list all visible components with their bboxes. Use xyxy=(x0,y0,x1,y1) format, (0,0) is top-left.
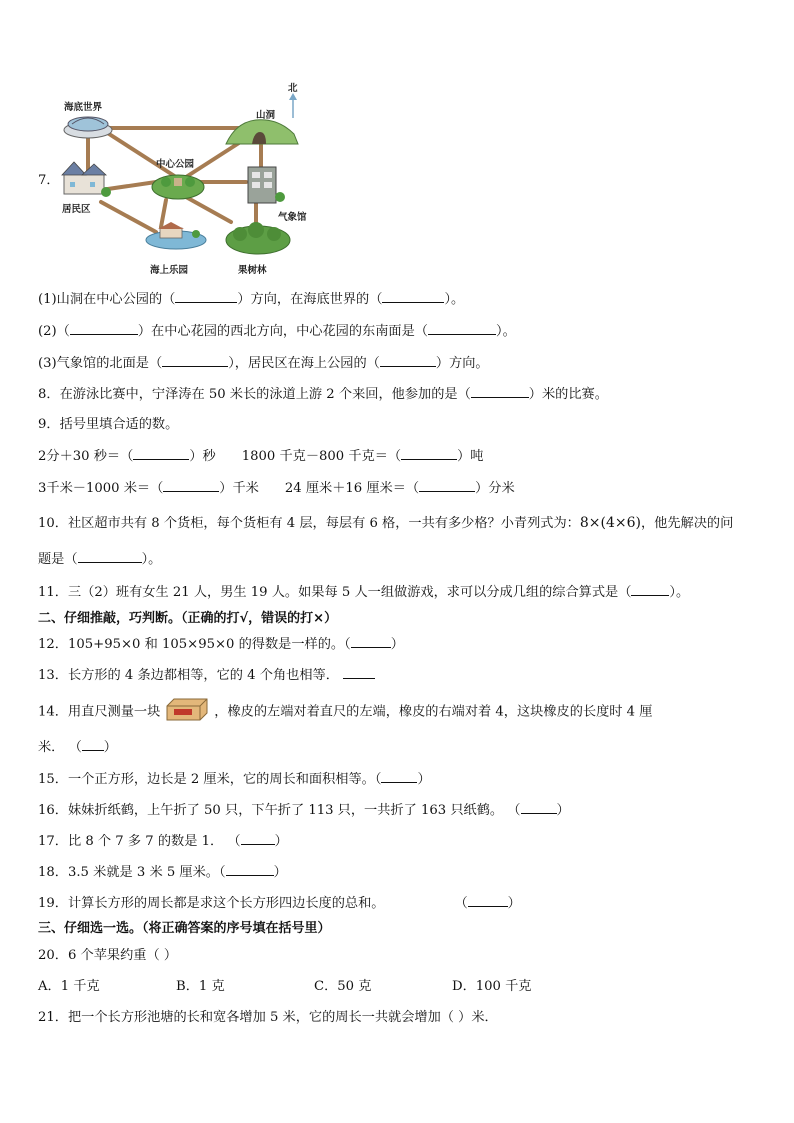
q20-options xyxy=(38,978,590,996)
eraser-icon xyxy=(164,696,210,722)
answer-blank[interactable] xyxy=(241,832,275,845)
section-2-heading: 二、仔细推敲，巧判断。（正确的打√，错误的打×） xyxy=(38,611,338,626)
q7-line-1: (1)山洞在中心公园的（ ）方向，在海底世界的（ ）。 xyxy=(38,292,465,307)
ocean-world-label: 海底世界 xyxy=(64,102,103,113)
answer-blank[interactable] xyxy=(351,635,391,648)
q14-line-1: 14．用直尺测量一块 ，橡皮的左端对着直尺的左端，橡皮的右端对着 4，这块橡皮的长度时 4 厘 xyxy=(38,702,652,722)
answer-blank[interactable] xyxy=(162,354,228,367)
q13: 13．长方形的 4 条边都相等，它的 4 个角也相等． xyxy=(38,666,375,685)
answer-blank[interactable] xyxy=(401,447,457,460)
ocean-world-icon xyxy=(64,117,112,138)
answer-blank[interactable] xyxy=(133,447,189,460)
orchard-label: 果树林 xyxy=(238,265,267,276)
cave-icon xyxy=(226,120,298,144)
q10-formula: 8×(4×6) xyxy=(579,515,641,531)
answer-blank[interactable] xyxy=(175,290,237,303)
orchard-icon xyxy=(226,222,290,254)
section-3-heading: 三、仔细选一选。（将正确答案的序号填在括号里） xyxy=(38,921,331,936)
q11: 11．三（2）班有女生 21 人，男生 19 人。如果每 5 人一组做游戏，求可以分成几组的综合算式是（ ）。 xyxy=(38,585,690,600)
answer-blank[interactable] xyxy=(428,322,496,335)
answer-blank[interactable] xyxy=(70,322,138,335)
north-label: 北 xyxy=(288,83,298,94)
q16: 16．妹妹折纸鹤，上午折了 50 只，下午折了 113 只，一共折了 163 只纸鹤。 （ ） xyxy=(38,803,570,818)
q14-line-2: 米． （ ） xyxy=(38,740,117,755)
answer-blank[interactable] xyxy=(82,738,104,751)
answer-blank[interactable] xyxy=(631,583,669,596)
q12: 12．105+95×0 和 105×95×0 的得数是一样的。（ ） xyxy=(38,637,404,652)
option-d[interactable]: D．100 千克 xyxy=(452,979,532,994)
weather-station-icon xyxy=(248,167,285,203)
q7-line-3: (3)气象馆的北面是（ ），居民区在海上公园的（ ）方向。 xyxy=(38,356,489,371)
answer-blank[interactable] xyxy=(471,385,529,398)
answer-blank[interactable] xyxy=(468,894,508,907)
q9-row-2: 3千米－1000 米＝（ ）千米 24 厘米＋16 厘米＝（ ）分米 xyxy=(38,481,515,496)
q17: 17．比 8 个 7 多 7 的数是 1． （ ） xyxy=(38,834,288,849)
q9-row-1: 2分＋30 秒＝（ ）秒 1800 千克－800 千克＝（ ）吨 xyxy=(38,449,484,464)
q10-line-2: 题是（ ）。 xyxy=(38,552,162,567)
answer-blank[interactable] xyxy=(521,801,557,814)
q10-line-1: 10．社区超市共有 8 个货柜，每个货柜有 4 层，每层有 6 格，一共有多少格？小青列式为：8×(4×6)，他先解决的问 xyxy=(38,515,734,531)
q7-line-2: (2)（ ）在中心花园的西北方向，中心花园的东南面是（ ）。 xyxy=(38,324,516,339)
answer-blank[interactable] xyxy=(226,863,274,876)
answer-blank[interactable] xyxy=(419,479,475,492)
q9-title: 9．括号里填合适的数。 xyxy=(38,417,179,432)
answer-blank[interactable] xyxy=(78,550,142,563)
sea-park-icon xyxy=(146,222,206,249)
option-c[interactable]: C．50 克 xyxy=(314,979,372,994)
answer-blank[interactable] xyxy=(380,354,436,367)
q15: 15．一个正方形，边长是 2 厘米，它的周长和面积相等。（ ） xyxy=(38,772,431,787)
answer-blank[interactable] xyxy=(163,479,219,492)
q21-stem: 21．把一个长方形池塘的长和宽各增加 5 米，它的周长一共就会增加（ ）米． xyxy=(38,1010,498,1025)
q20-stem: 20．6 个苹果约重（ ） xyxy=(38,948,178,963)
weather-station-label: 气象馆 xyxy=(278,212,307,223)
north-arrow-icon xyxy=(289,93,297,118)
answer-blank[interactable] xyxy=(382,290,444,303)
central-park-icon xyxy=(152,175,204,199)
answer-blank[interactable] xyxy=(381,770,417,783)
central-park-label: 中心公园 xyxy=(156,159,195,170)
q7-number: 7． xyxy=(38,173,60,188)
option-a[interactable]: A．1 千克 xyxy=(38,979,100,994)
map-figure xyxy=(56,82,316,278)
option-b[interactable]: B．1 克 xyxy=(176,979,225,994)
answer-blank[interactable] xyxy=(343,666,375,679)
q8: 8．在游泳比赛中，宁泽涛在 50 米长的泳道上游 2 个来回，他参加的是（ ）米的比赛。 xyxy=(38,387,608,402)
residential-label: 居民区 xyxy=(62,204,91,215)
sea-park-label: 海上乐园 xyxy=(150,265,189,276)
q18: 18．3.5 米就是 3 米 5 厘米。（ ） xyxy=(38,865,287,880)
cave-label: 山洞 xyxy=(256,110,276,121)
q19: 19．计算长方形的周长都是求这个长方形四边长度的总和。 （ ） xyxy=(38,896,521,911)
